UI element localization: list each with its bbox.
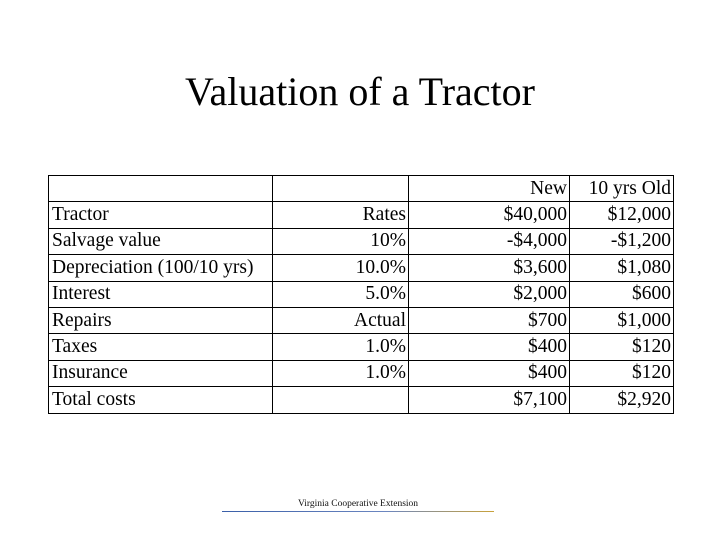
row-rate: Rates (273, 202, 409, 228)
table-row (49, 334, 674, 360)
valuation-table-container (48, 175, 673, 414)
footer-underline (222, 511, 494, 512)
row-label: Taxes (49, 334, 273, 360)
row-rate: 1.0% (273, 334, 409, 360)
row-rate: 1.0% (273, 360, 409, 386)
row-rate (273, 387, 409, 413)
table-total-row (49, 387, 674, 413)
row-label: Insurance (49, 360, 273, 386)
row-label: Salvage value (49, 228, 273, 254)
row-new-value: -$4,000 (409, 228, 570, 254)
header-cell-old: 10 yrs Old (570, 176, 674, 202)
row-rate: Actual (273, 307, 409, 333)
row-old-value: $600 (570, 281, 674, 307)
row-rate: 5.0% (273, 281, 409, 307)
table-row (49, 360, 674, 386)
row-rate: 10.0% (273, 255, 409, 281)
valuation-table (48, 175, 674, 414)
header-cell-item (49, 176, 273, 202)
row-new-value: $3,600 (409, 255, 570, 281)
row-old-value: $2,920 (570, 387, 674, 413)
row-old-value: $1,080 (570, 255, 674, 281)
row-new-value: $400 (409, 334, 570, 360)
row-old-value: -$1,200 (570, 228, 674, 254)
row-old-value: $120 (570, 334, 674, 360)
row-new-value: $40,000 (409, 202, 570, 228)
row-new-value: $2,000 (409, 281, 570, 307)
row-old-value: $1,000 (570, 307, 674, 333)
row-label: Interest (49, 281, 273, 307)
row-label: Total costs (49, 387, 273, 413)
row-new-value: $400 (409, 360, 570, 386)
row-label: Repairs (49, 307, 273, 333)
row-label: Tractor (49, 202, 273, 228)
header-cell-rate (273, 176, 409, 202)
row-label: Depreciation (100/10 yrs) (49, 255, 273, 281)
slide-title: Valuation of a Tractor (185, 69, 535, 114)
row-old-value: $12,000 (570, 202, 674, 228)
table-row (49, 228, 674, 254)
footer-logo (222, 499, 494, 515)
header-cell-new: New (409, 176, 570, 202)
table-header-row (49, 176, 674, 202)
row-new-value: $700 (409, 307, 570, 333)
row-old-value: $120 (570, 360, 674, 386)
table-row (49, 202, 674, 228)
footer-organization-name: Virginia Cooperative Extension (297, 499, 419, 509)
table-row (49, 255, 674, 281)
row-rate: 10% (273, 228, 409, 254)
row-new-value: $7,100 (409, 387, 570, 413)
table-row (49, 307, 674, 333)
table-row (49, 281, 674, 307)
